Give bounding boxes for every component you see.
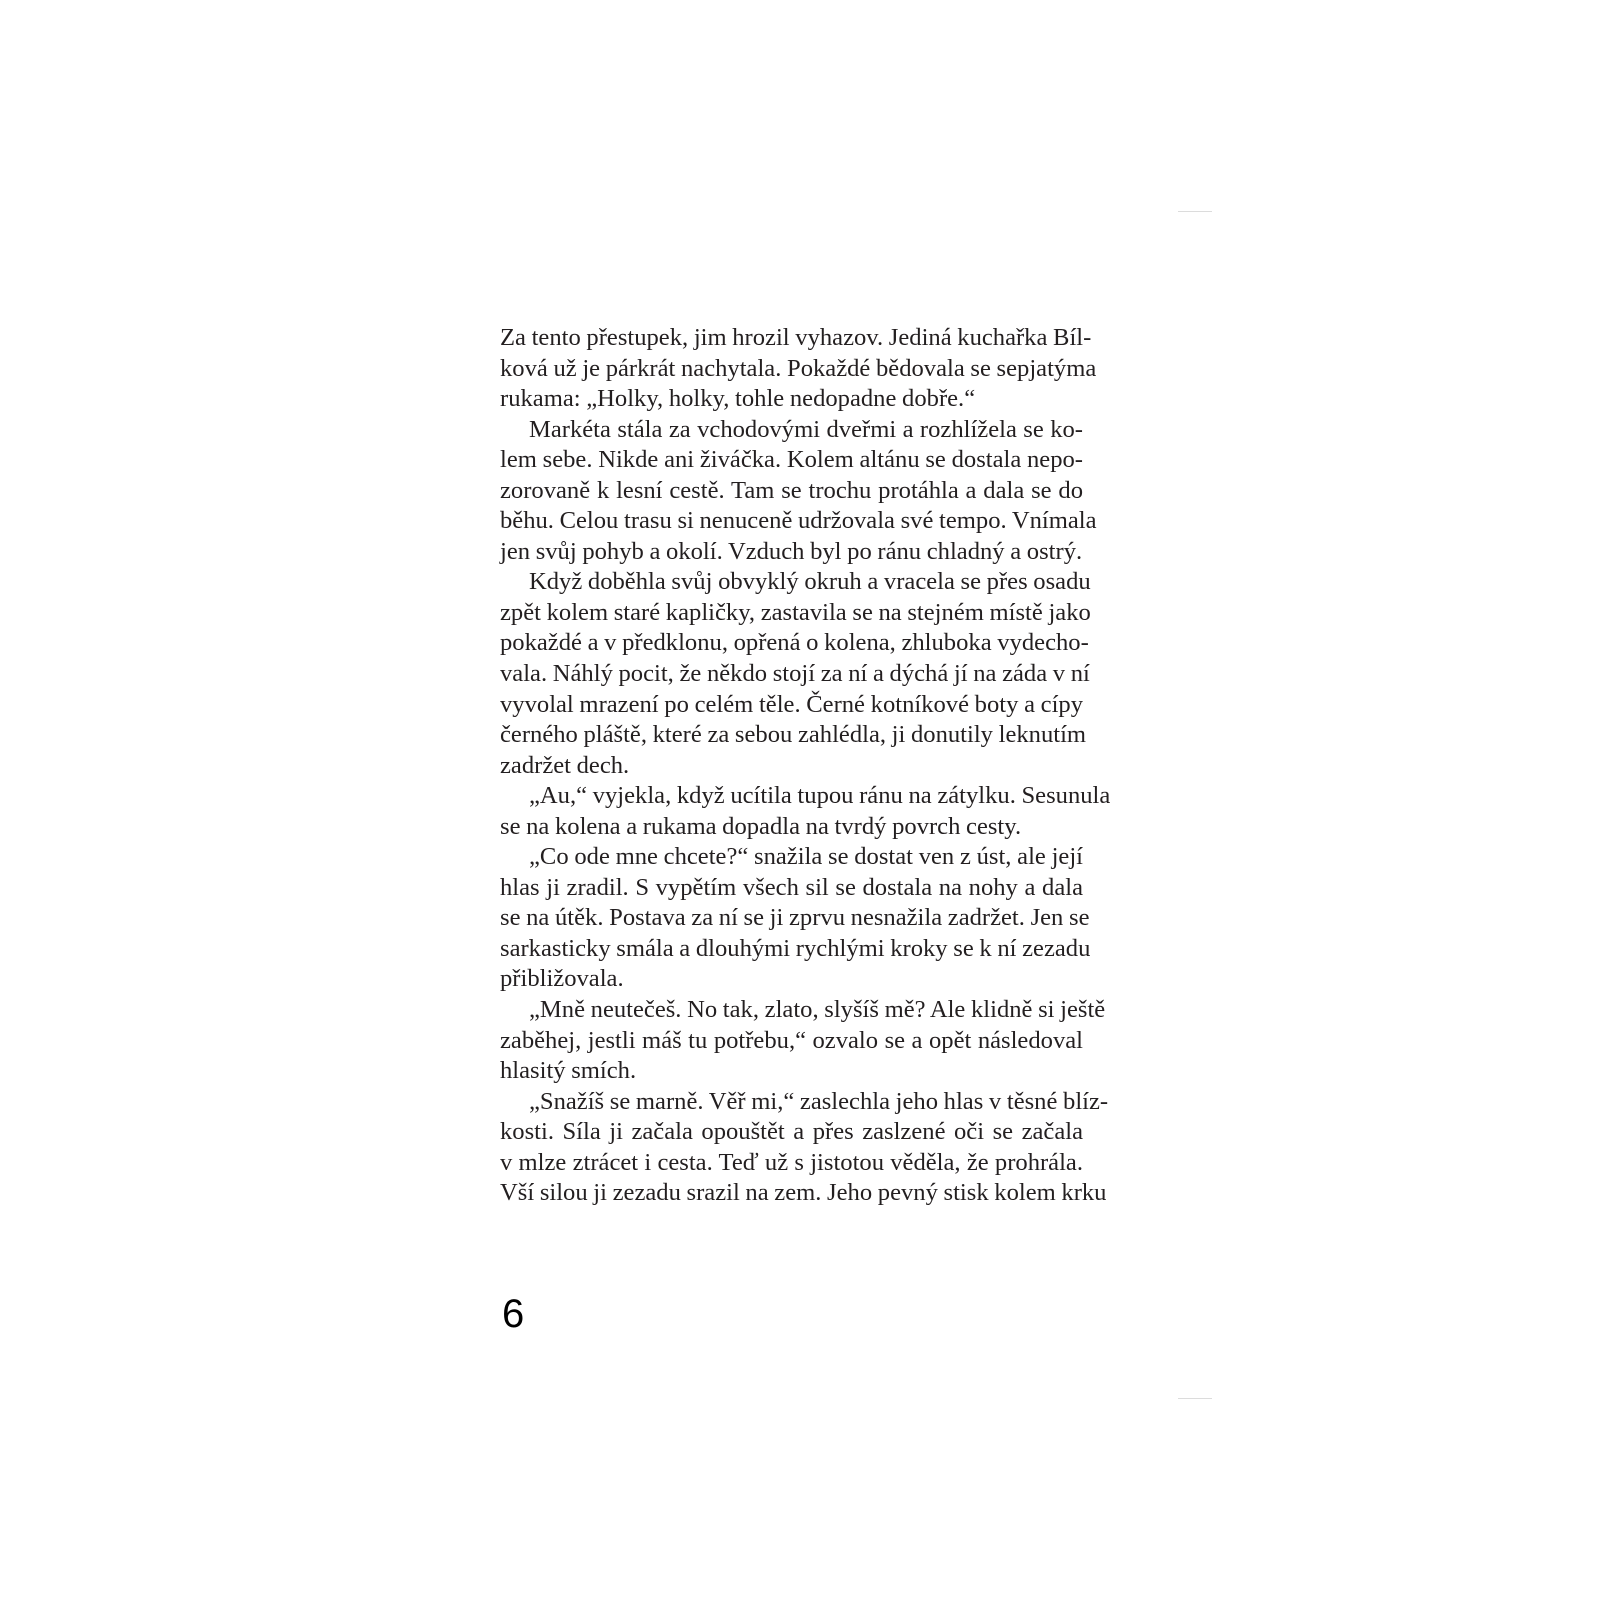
text-line: „Au,“ vyjekla, když ucítila tupou ránu na zátylku. Sesunula [529, 782, 1111, 810]
text-line: rukama: „Holky, holky, tohle nedopadne dobře.“ [500, 385, 976, 413]
text-line: černého pláště, které za sebou zahlédla, ji donutily leknutím [500, 721, 1087, 749]
text-line: „Co ode mne chcete?“ snažila se dostat ven z úst, ale její [529, 843, 1083, 871]
text-line: zaběhej, jestli máš tu potřebu,“ ozvalo se a opět následoval [500, 1026, 1083, 1054]
crop-mark-top [1178, 211, 1212, 212]
text-line: lem sebe. Nikde ani živáčka. Kolem altánu se dostala nepo- [500, 446, 1083, 474]
text-line: se na kolena a rukama dopadla na tvrdý povrch cesty. [500, 812, 1022, 840]
paragraph [500, 1087, 1109, 1209]
text-line: Když doběhla svůj obvyklý okruh a vracela se přes osadu [529, 568, 1091, 596]
text-line: hlasitý smích. [500, 1057, 637, 1085]
text-line: vyvolal mrazení po celém těle. Černé kotníkové boty a cípy [500, 690, 1083, 718]
paragraph [500, 323, 1097, 415]
page-number: 6 [502, 1292, 525, 1336]
text-line: Vší silou ji zezadu srazil na zem. Jeho pevný stisk kolem krku [500, 1179, 1107, 1207]
text-line: zpět kolem staré kapličky, zastavila se na stejném místě jako [500, 598, 1091, 626]
text-line: Za tento přestupek, jim hrozil vyhazov. Jediná kuchařka Bíl- [500, 324, 1092, 351]
text-line: hlas ji zradil. S vypětím všech sil se dostala na nohy a dala [500, 873, 1083, 901]
paragraph [500, 415, 1097, 568]
text-line: kosti. Síla ji začala opouštět a přes zaslzené oči se začala [500, 1118, 1083, 1146]
text-line: v mlze ztrácet i cesta. Teď už s jistotou věděla, že prohrála. [500, 1148, 1083, 1176]
text-line: „Snažíš se marně. Věř mi,“ zaslechla jeho hlas v těsné blíz- [529, 1087, 1109, 1115]
paragraph [500, 781, 1111, 842]
text-line: zadržet dech. [500, 751, 630, 779]
paragraph [500, 995, 1106, 1087]
text-line: „Mně neutečeš. No tak, zlato, slyšíš mě? Ale klidně si ještě [529, 996, 1106, 1024]
text-line: ková už je párkrát nachytala. Pokaždé bědovala se sepjatýma [500, 354, 1097, 382]
text-line: přibližovala. [500, 965, 624, 993]
paragraph [500, 567, 1091, 781]
text-line: běhu. Celou trasu si nenuceně udržovala své tempo. Vnímala [500, 507, 1097, 535]
text-line: Markéta stála za vchodovými dveřmi a rozhlížela se ko- [529, 415, 1083, 443]
crop-mark-bottom [1178, 1398, 1212, 1399]
text-line: pokaždé a v předklonu, opřená o kolena, zhluboka vydecho- [500, 629, 1089, 657]
body-text [500, 323, 1111, 1209]
text-line: jen svůj pohyb a okolí. Vzduch byl po ránu chladný a ostrý. [500, 537, 1083, 565]
text-line: sarkasticky smála a dlouhými rychlými kroky se k ní zezadu [500, 934, 1091, 962]
text-line: vala. Náhlý pocit, že někdo stojí za ní a dýchá jí na záda v ní [500, 660, 1090, 688]
text-line: zorovaně k lesní cestě. Tam se trochu protáhla a dala se do [500, 476, 1083, 504]
paragraph [500, 842, 1091, 995]
text-line: se na útěk. Postava za ní se ji zprvu nesnažila zadržet. Jen se [500, 904, 1090, 932]
